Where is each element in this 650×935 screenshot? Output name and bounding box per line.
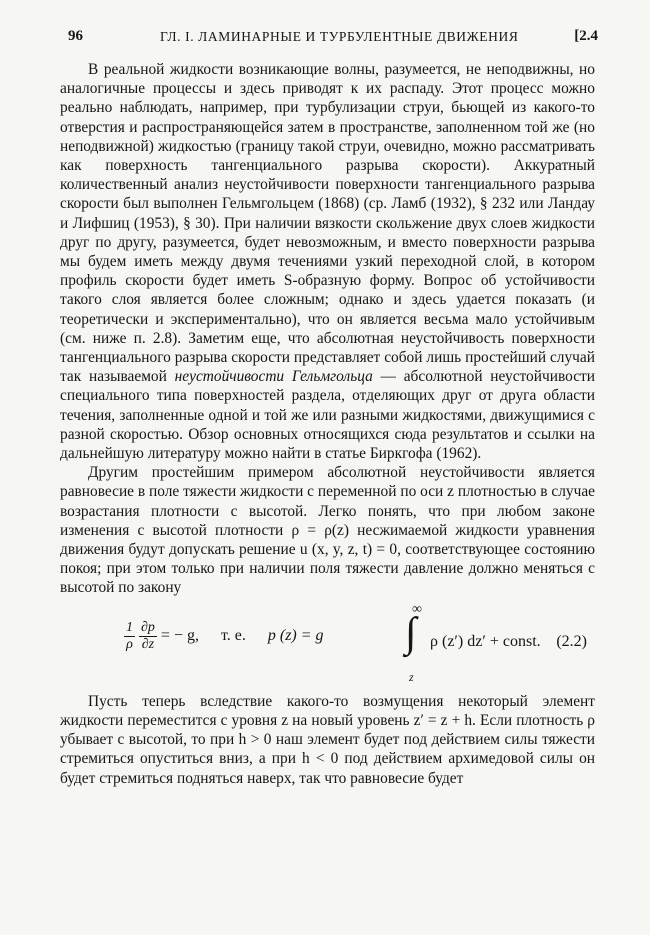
fraction-denominator: ∂z [141, 636, 155, 652]
equation-lhs-rest: = − g, [160, 626, 199, 644]
paragraph-1-italic: неустойчивости Гельмгольца [174, 368, 373, 386]
fraction-denominator: ρ [126, 636, 133, 652]
running-title: ГЛ. I. ЛАМИНАРНЫЕ И ТУРБУЛЕНТНЫЕ ДВИЖЕНИЯ [160, 29, 519, 44]
page-body [60, 60, 595, 788]
section-number: [2.4 [574, 28, 598, 44]
equation-number: (2.2) [556, 632, 587, 650]
equation-rhs-start: p (z) = g [267, 626, 324, 644]
paragraph-1-text: В реальной жидкости возникающие волны, разумеется, не неподвижны, но аналогичные процессы и здесь приводят к их распаду. Этот процесс можно реально наблюдать, например, при турбулизации струи, бьющей из какого-то отверстия и распространяющейся затем в пространстве, заполненном той же (но неподвижной) жидкостью (границу такой струи, очевидно, можно рассматривать как поверхность тангенциального разрыва скорости). Аккуратный количественный анализ неустойчивости поверхности тангенциального разрыва скорости был выполнен Гельмгольцем (1868) (ср. Ламб (1932), § 232 или Ландау и Лифшиц (1953), § 30). При наличии вязкости скольжение двух слоев жидкости друг по другу, разумеется, будет невозможным, и вместо поверхности разрыва мы будем иметь между двумя течениями узкий переходной слой, в котором профиль скорости будет иметь S-образную форму. Вопрос об устойчивости такого слоя является более сложным; однако и здесь удается показать (и теоретически и экспериментально), что он является весьма мало устойчивым (см. ниже п. 2.8). Заметим еще, что абсолютная неустойчивость поверхности тангенциального разрыва скорости представляет собой лишь простейший случай так называемой [60, 61, 595, 386]
fraction-numerator: 1 [126, 619, 133, 635]
running-header [68, 28, 598, 48]
paragraph-1 [60, 60, 595, 463]
equation-lhs [124, 620, 324, 653]
equation-2-2 [60, 601, 595, 688]
fraction-numerator: ∂p [141, 619, 155, 635]
equation-integrand: ρ (z′) dz′ + const. [430, 632, 541, 650]
paragraph-3: Пусть теперь вследствие какого-то возмущения некоторый элемент жидкости переместится с уровня z на новый уровень z′ = z + h. Если плотность ρ убывает с высотой, то при h > 0 наш элемент будет под действием силы тяжести стремиться опуститься вниз, а при h < 0 под действием архимедовой силы он будет стремиться подняться наверх, так что равновесие будет [60, 692, 595, 787]
integral-sign: ∫ [405, 609, 417, 656]
paragraph-2: Другим простейшим примером абсолютной неустойчивости является равновесие в поле тяжести жидкости с переменной по оси z плотностью в случае возрастания плотности с высотой. Легко понять, что при любом законе изменения с высотой плотности ρ = ρ(z) несжимаемой жидкости уравнения движения будут допускать решение u (x, y, z, t) = 0, соответствующее состоянию покоя; при этом только при наличии поля тяжести давление должно меняться с высотой по закону [60, 464, 595, 597]
page-number: 96 [68, 28, 83, 44]
paragraph-1-tail: — абсолютной неустойчивости специального типа поверхностей раздела, отделяющих друг от друга области течения, заполненные одной и той же или разными жидкостями, движущимися с разной скоростью. Обзор основных относящихся сюда результатов и ссылки на дальнейшую литературу можно найти в статье Биркгофа (1962). [60, 368, 595, 463]
integral-upper-limit: ∞ [412, 601, 422, 617]
fraction-one-over-rho [124, 620, 135, 653]
fraction-dp-dz [139, 620, 157, 653]
integral-lower-limit: z [409, 669, 414, 684]
equation-te: т. е. [220, 626, 246, 644]
